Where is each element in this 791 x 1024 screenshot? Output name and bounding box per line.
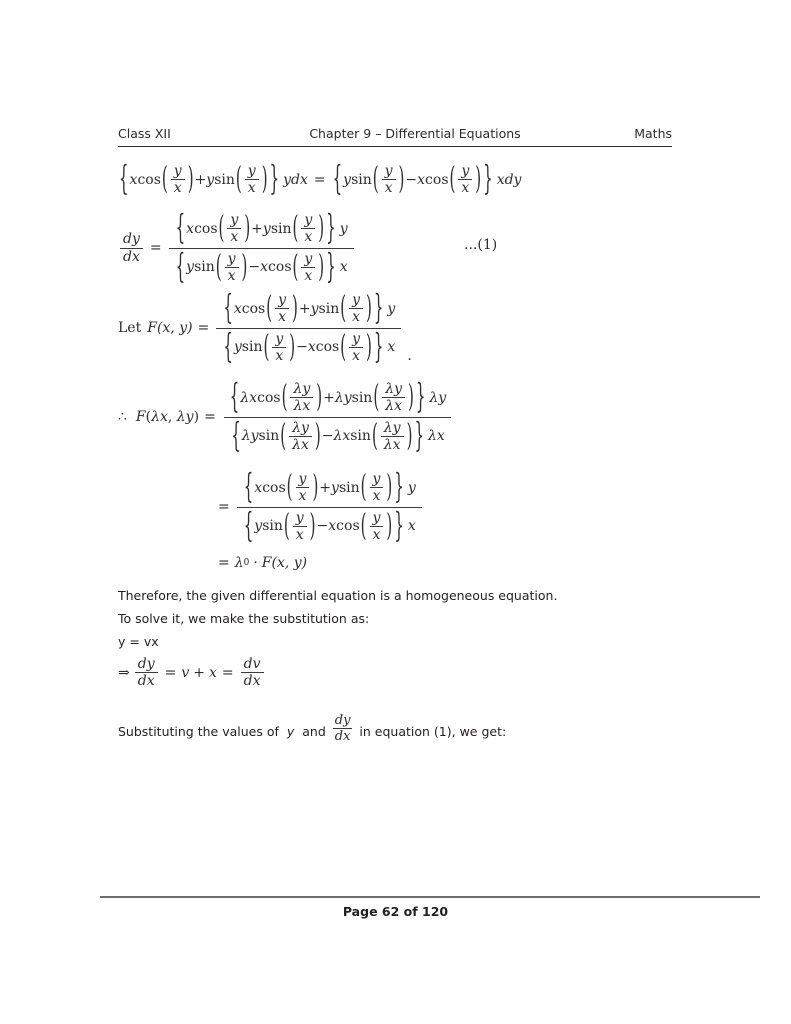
fraction-dy-over-dx: $\frac{dy}{dx}$ [135, 657, 158, 689]
paren-close-icon: ) [309, 506, 316, 544]
paren-open-icon: ( [283, 506, 290, 544]
brace-open-icon: { [175, 207, 186, 248]
paren-close-icon: ) [318, 247, 325, 285]
paren-close-icon: ) [366, 327, 372, 365]
paren-open-icon: ( [280, 416, 287, 454]
fraction-dv-over-dx: $\frac{dv}{dx}$ [241, 657, 264, 689]
brace-close-icon: } [373, 325, 384, 367]
brace-close-icon: } [326, 207, 336, 248]
paren-open-icon: ( [340, 289, 347, 327]
paren-close-icon: ) [318, 209, 325, 247]
paren-close-icon: ) [292, 289, 298, 327]
paragraph-homogeneous: Therefore, the given differential equation is a homogeneous equation. [118, 588, 558, 603]
fraction-y-over-x: $\frac{y}{x}$ [245, 164, 259, 196]
text-after-fraction: in equation (1), we get: [359, 724, 507, 739]
paren-close-icon: ) [312, 468, 319, 506]
paren-open-icon: ( [281, 378, 288, 416]
brace-close-icon: } [394, 504, 404, 546]
fraction-y-over-x: $\frac{y}{x}$ [225, 252, 239, 284]
brace-open-icon: { [243, 466, 254, 507]
paren-open-icon: ( [372, 160, 379, 198]
paren-close-icon: ) [386, 468, 393, 506]
paren-close-icon: ) [406, 416, 413, 454]
brace-close-icon: } [373, 287, 384, 328]
paren-close-icon: ) [314, 416, 321, 454]
text-before-fraction: Substituting the values of [118, 724, 279, 739]
fraction-lambda-y-over-lambda-x: $\frac{\lambda y}{\lambda x}$ [381, 421, 404, 453]
equation-y-equals-vx: y = vx [118, 634, 159, 649]
paren-close-icon: ) [244, 209, 251, 247]
page-number-label: Page 62 of 120 [342, 904, 449, 919]
paren-close-icon: ) [398, 160, 405, 198]
paren-close-icon: ) [241, 247, 248, 285]
paragraph-substituting-values [118, 713, 507, 756]
fraction-y-over-x: $\frac{y}{x}$ [272, 332, 286, 364]
fraction-y-over-x: $\frac{y}{x}$ [370, 511, 384, 543]
brace-close-icon: } [414, 414, 424, 456]
paren-open-icon: ( [292, 209, 299, 247]
fraction-y-over-x: $\frac{y}{x}$ [275, 293, 289, 325]
page-header [118, 126, 672, 141]
paragraph-substitution-intro: To solve it, we make the substitution as: [118, 611, 370, 626]
equation-number-1: ...(1) [464, 237, 498, 253]
fraction-y-over-x: $\frac{y}{x}$ [301, 213, 315, 245]
equation-1: $\frac{dy}{dx}$ = { x cos ( $\frac{y}{x}$ ) + y sin ( $\frac{y}{x}$ ) } y { y sin ( $\frac{y}{x}$ ) − x cos ( $\frac{y}{x}$ ) } x [118, 213, 356, 283]
paren-close-icon: ) [407, 378, 414, 416]
header-chapter-title: Chapter 9 – Differential Equations [309, 126, 521, 141]
paren-open-icon: ( [371, 416, 378, 454]
equation-lambda-zero-result: = λ 0 · F (x, y) [218, 555, 308, 571]
paren-close-icon: ) [366, 289, 372, 327]
paren-open-icon: ( [161, 160, 168, 198]
footer-divider [100, 896, 760, 898]
fraction-y-over-x: $\frac{y}{x}$ [349, 332, 363, 364]
fraction-y-over-x: $\frac{y}{x}$ [227, 213, 241, 245]
paren-open-icon: ( [360, 468, 367, 506]
header-subject-label: Maths [634, 126, 672, 141]
big-fraction: { x cos ( $\frac{y}{x}$ ) + y sin ( $\frac{y}{x}$ ) } y { y sin ( $\frac{y}{x}$ ) − x cos ( $\frac{y}{x}$ ) } x [237, 472, 422, 542]
brace-open-icon: { [223, 325, 233, 367]
brace-open-icon: { [175, 245, 186, 287]
header-divider [118, 146, 672, 147]
fraction-y-over-x: $\frac{y}{x}$ [349, 293, 363, 325]
fraction-dy-over-dx: $\frac{dy}{dx}$ [334, 713, 351, 745]
header-class-label: Class XII [118, 126, 171, 141]
fraction-y-over-x: $\frac{y}{x}$ [301, 252, 315, 284]
big-fraction: { x cos ( $\frac{y}{x}$ ) + y sin ( $\frac{y}{x}$ ) } y { y sin ( $\frac{y}{x}$ ) − x cos ( $\frac{y}{x}$ ) } x [169, 213, 354, 283]
brace-open-icon: { [223, 287, 233, 328]
equation-original: { x cos ( $\frac{y}{x}$ ) + y sin ( $\frac{y}{x}$ ) } ydx = { y sin ( $\frac{y}{x}$ ) − x cos ( $\frac{y}{x}$ ) } xdy [119, 158, 522, 199]
paren-close-icon: ) [187, 160, 194, 198]
brace-close-icon: } [269, 158, 280, 199]
paren-open-icon: ( [286, 468, 293, 506]
big-fraction: { x cos ( $\frac{y}{x}$ ) + y sin ( $\frac{y}{x}$ ) } y { y sin ( $\frac{y}{x}$ ) − x cos ( $\frac{y}{x}$ ) } x [216, 293, 401, 363]
fraction-y-over-x: $\frac{y}{x}$ [382, 164, 396, 196]
paren-open-icon: ( [373, 378, 380, 416]
brace-open-icon: { [243, 504, 254, 546]
paren-close-icon: ) [475, 160, 482, 198]
text-and: and [302, 724, 326, 739]
paren-open-icon: ( [449, 160, 456, 198]
paren-close-icon: ) [386, 506, 393, 544]
brace-open-icon: { [231, 414, 241, 456]
fraction-y-over-x: $\frac{y}{x}$ [293, 511, 307, 543]
fraction-lambda-y-over-lambda-x: $\frac{\lambda y}{\lambda x}$ [382, 382, 405, 414]
paren-close-icon: ) [289, 327, 296, 365]
fraction-y-over-x: $\frac{y}{x}$ [171, 164, 185, 196]
paren-close-icon: ) [261, 160, 268, 198]
paren-open-icon: ( [218, 209, 225, 247]
equation-let-F: Let F (x, y) = { x cos ( $\frac{y}{x}$ ) + y sin ( $\frac{y}{x}$ ) } y { y sin ( $\frac{y}{x}$ ) − x cos ( $\frac{y}{x}$ ) } x . [118, 287, 412, 367]
brace-close-icon: } [415, 376, 426, 417]
paren-open-icon: ( [263, 327, 270, 365]
paren-open-icon: ( [340, 327, 347, 365]
big-fraction: { λ x cos ( $\frac{\lambda y}{\lambda x}$ ) + λ y sin ( $\frac{\lambda y}{\lambda x}$ ) } λy { λ y sin ( $\frac{\lambda y}{\lambda x}$ ) − λ x sin ( $\frac{\lambda y}{\lambda x}$ ) } λx [223, 382, 452, 452]
brace-close-icon: } [483, 158, 493, 199]
brace-open-icon: { [119, 158, 129, 199]
exponent-zero: 0 [243, 557, 250, 568]
paren-open-icon: ( [360, 506, 367, 544]
paren-open-icon: ( [235, 160, 242, 198]
paren-open-icon: ( [266, 289, 273, 327]
paren-close-icon: ) [316, 378, 323, 416]
brace-open-icon: { [332, 158, 343, 199]
paren-open-icon: ( [215, 247, 222, 285]
equation-simplified: = { x cos ( $\frac{y}{x}$ ) + y sin ( $\frac{y}{x}$ ) } y { y sin ( $\frac{y}{x}$ ) − x cos ( $\frac{y}{x}$ ) } x [218, 472, 424, 542]
paren-open-icon: ( [292, 247, 299, 285]
fraction-lambda-y-over-lambda-x: $\frac{\lambda y}{\lambda x}$ [290, 382, 313, 414]
variable-y: y [286, 724, 295, 739]
fraction-lambda-y-over-lambda-x: $\frac{\lambda y}{\lambda x}$ [289, 421, 312, 453]
brace-close-icon: } [326, 245, 336, 287]
fraction-y-over-x: $\frac{y}{x}$ [458, 164, 472, 196]
equation-F-lambda: ∴ F ( λ x , λ y ) = { λ x cos ( $\frac{\lambda y}{\lambda x}$ ) + λ y sin ( $\frac{\lambda y}{\lambda x}$ ) } λy { λ y sin ( $\frac{\lambda y}{\lambda x}$ ) − λ x sin ( $\frac{\lambda y}{\lambda x}$ ) } λx [118, 382, 454, 452]
brace-close-icon: } [394, 466, 404, 507]
fraction-dy-over-dx: $\frac{dy}{dx}$ [120, 232, 143, 264]
equation-dydx-substitution: ⇒ $\frac{dy}{dx}$ = v + x = $\frac{dv}{dx}$ [118, 657, 266, 689]
fraction-y-over-x: $\frac{y}{x}$ [370, 472, 384, 504]
fraction-y-over-x: $\frac{y}{x}$ [296, 472, 310, 504]
brace-open-icon: { [229, 376, 240, 417]
